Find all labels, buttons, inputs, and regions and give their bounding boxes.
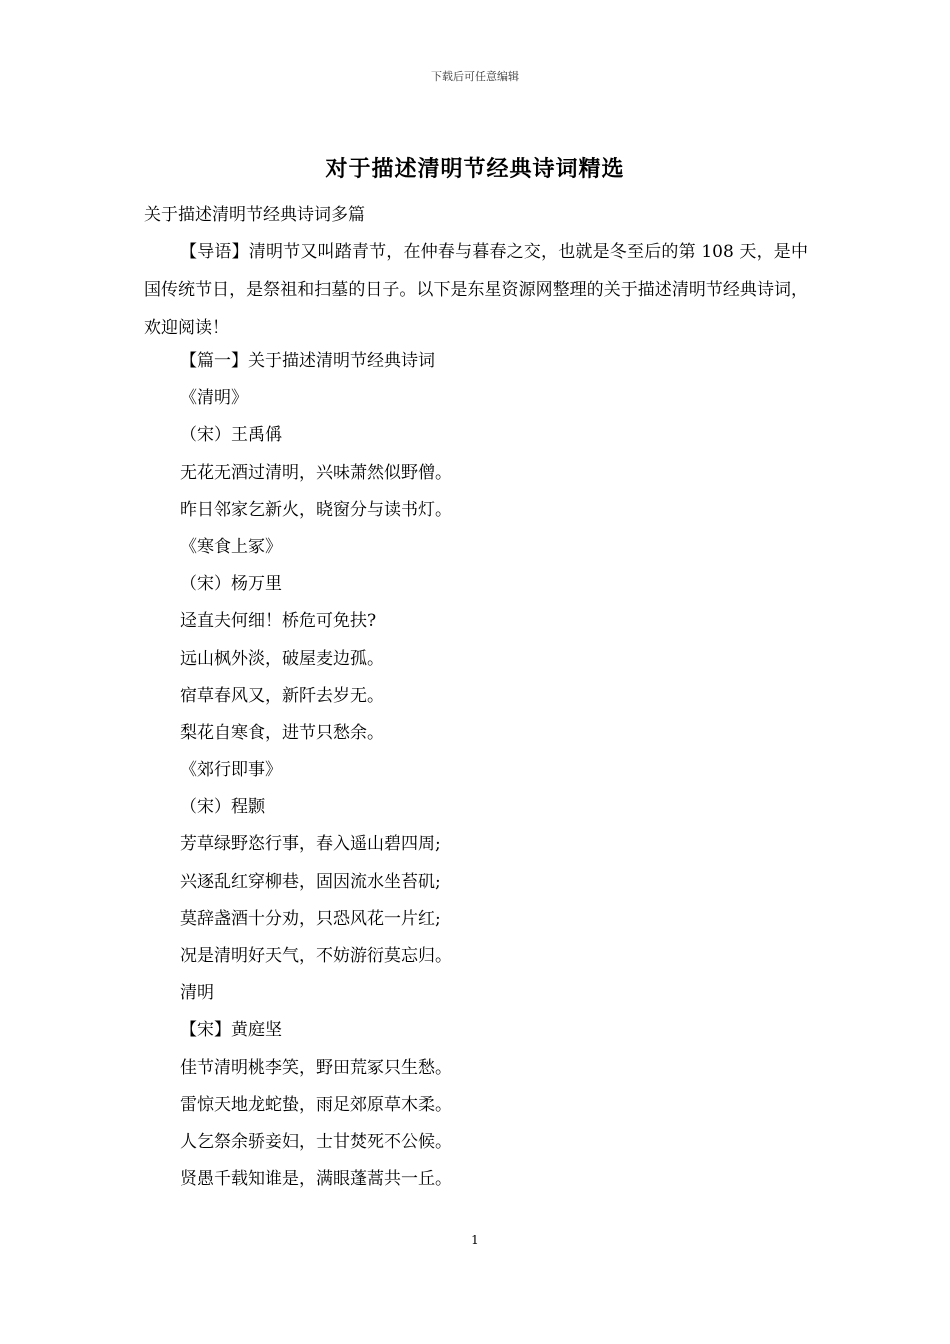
document-subtitle: 关于描述清明节经典诗词多篇 (144, 205, 365, 225)
text-line: 清明 (180, 983, 214, 1004)
text-line: 雷惊天地龙蛇蛰，雨足郊原草木柔。 (180, 1094, 452, 1115)
text-line: 远山枫外淡，破屋麦边孤。 (180, 648, 384, 669)
text-line: 佳节清明桃李笑，野田荒冢只生愁。 (180, 1057, 452, 1078)
text-line: 昨日邻家乞新火，晓窗分与读书灯。 (180, 499, 452, 520)
page-number: 1 (471, 1233, 479, 1247)
text-line: 无花无酒过清明，兴味萧然似野僧。 (180, 462, 452, 483)
page-header-note: 下载后可任意编辑 (431, 70, 519, 83)
document-title: 对于描述清明节经典诗词精选 (325, 156, 625, 182)
text-line: 人乞祭余骄妾妇，士甘焚死不公候。 (180, 1131, 452, 1152)
intro-paragraph: 【导语】清明节又叫踏青节，在仲春与暮春之交，也就是冬至后的第 108 天，是中国传统节日，是祭祖和扫墓的日子。以下是东星资源网整理的关于描述清明节经典诗词，欢迎阅读！ (144, 242, 808, 338)
text-line: 《寒食上冢》 (180, 536, 282, 557)
text-line: （宋）程颢 (180, 797, 265, 818)
text-line: 【宋】黄庭坚 (180, 1020, 282, 1041)
text-line: 《清明》 (180, 388, 248, 409)
text-line: 【篇一】关于描述清明节经典诗词 (180, 351, 435, 371)
text-line: 况是清明好天气，不妨游衍莫忘归。 (180, 946, 452, 966)
text-line: （宋）王禹偁 (180, 425, 282, 446)
text-line: （宋）杨万里 (180, 574, 282, 595)
text-line: 兴逐乱红穿柳巷，固因流水坐苔矶; (180, 871, 441, 892)
text-line: 梨花自寒食，进节只愁余。 (180, 722, 384, 743)
text-line: 贤愚千载知谁是，满眼蓬蒿共一丘。 (180, 1169, 452, 1190)
poem-lines (180, 343, 452, 1198)
text-line: 迳直夫何细！桥危可免扶? (180, 611, 377, 632)
text-line: 《郊行即事》 (180, 760, 282, 781)
text-line: 芳草绿野恣行事，春入遥山碧四周; (180, 834, 441, 855)
text-line: 莫辞盏酒十分劝，只恐风花一片红; (180, 908, 441, 929)
text-line: 宿草春风又，新阡去岁无。 (180, 685, 384, 706)
